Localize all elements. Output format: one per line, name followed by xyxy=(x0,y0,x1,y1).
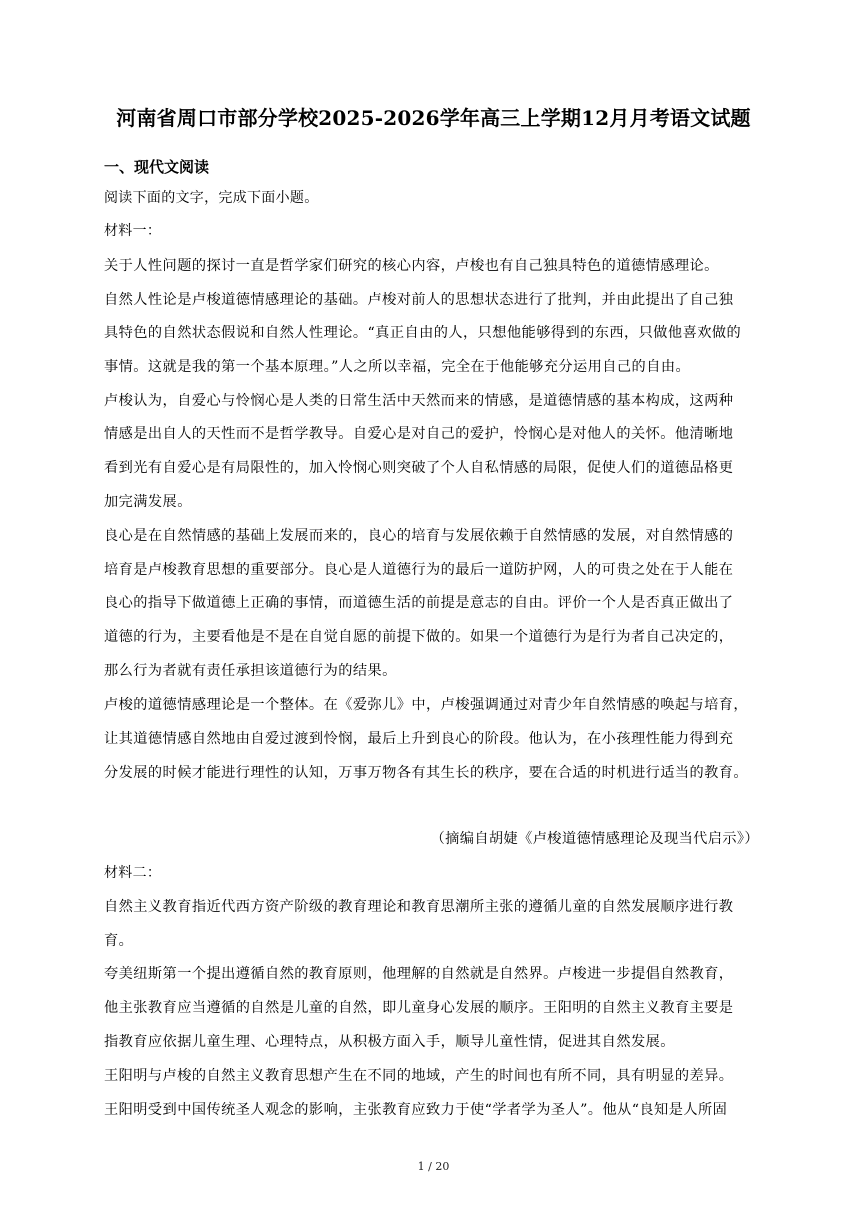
paragraph-line: 培育是卢梭教育思想的重要部分。良心是人道德行为的最后一道防护网，人的可贵之处在于人能在 xyxy=(104,562,734,578)
paragraph-line: 他主张教育应当遵循的自然是儿童的自然，即儿童身心发展的顺序。王阳明的自然主义教育主要是 xyxy=(104,1000,734,1016)
paragraph-line: 让其道德情感自然地由自爱过渡到怜悯，最后上升到良心的阶段。他认为，在小孩理性能力得到充 xyxy=(104,731,734,747)
paragraph-line: 良心的指导下做道德上正确的事情，而道德生活的前提是意志的自由。评价一个人是否真正做出了 xyxy=(104,595,734,611)
section-heading: 一、现代文阅读 xyxy=(104,158,210,176)
paragraph-line: 王阳明与卢梭的自然主义教育思想产生在不同的地域，产生的时间也有所不同，具有明显的差异。 xyxy=(104,1068,734,1084)
paragraph-line: 王阳明受到中国传统圣人观念的影响，主张教育应致力于使“学者学为圣人”。他从“良知是人所固 xyxy=(104,1102,728,1118)
paragraph-line: 指教育应依据儿童生理、心理特点，从积极方面入手，顺导儿童性情，促进其自然发展。 xyxy=(104,1034,675,1050)
paragraph-line: 道德的行为，主要看他是不是在自觉自愿的前提下做的。如果一个道德行为是行为者自己决定的， xyxy=(104,629,734,645)
paragraph-line: 情感是出自人的天性而不是哲学教导。自爱心是对自己的爱护，怜悯心是对他人的关怀。他清晰地 xyxy=(104,426,734,442)
paragraph-line: 看到光有自爱心是有局限性的，加入怜悯心则突破了个人自私情感的局限，促使人们的道德品格更 xyxy=(104,460,734,476)
paragraph-line: 良心是在自然情感的基础上发展而来的，良心的培育与发展依赖于自然情感的发展，对自然情感的 xyxy=(104,528,734,544)
paragraph-line: 加完满发展。 xyxy=(104,494,192,510)
paragraph-line: 事情。这就是我的第一个基本原理。”人之所以幸福，完全在于他能够充分运用自己的自由。 xyxy=(104,359,691,375)
paragraph-line: 那么行为者就有责任承担该道德行为的结果。 xyxy=(104,663,397,679)
paragraph-line: 卢梭的道德情感理论是一个整体。在《爱弥儿》中，卢梭强调通过对青少年自然情感的唤起与培育， xyxy=(104,697,749,713)
paragraph-line: 自然人性论是卢梭道德情感理论的基础。卢梭对前人的思想状态进行了批判，并由此提出了自己独 xyxy=(104,292,734,308)
paragraph-line: 具特色的自然状态假说和自然人性理论。“真正自由的人，只想他能够得到的东西，只做他喜欢做的 xyxy=(104,325,742,341)
source-citation: （摘编自胡婕《卢梭道德情感理论及现当代启示》） xyxy=(430,831,759,847)
paragraph-line: 分发展的时候才能进行理性的认知，万事万物各有其生长的秩序，要在合适的时机进行适当的教育。 xyxy=(104,765,749,781)
material-1-label: 材料一： xyxy=(104,223,162,239)
paragraph-line: 夸美纽斯第一个提出遵循自然的教育原则，他理解的自然就是自然界。卢梭进一步提倡自然教育， xyxy=(104,966,734,982)
material-2-label: 材料二： xyxy=(104,865,162,881)
page-number: 1 / 20 xyxy=(417,1160,450,1173)
instruction-text: 阅读下面的文字，完成下面小题。 xyxy=(104,190,319,206)
page-title: 河南省周口市部分学校2025-2026学年高三上学期12月月考语文试题 xyxy=(116,106,751,130)
paragraph-line: 关于人性问题的探讨一直是哲学家们研究的核心内容，卢梭也有自己独具特色的道德情感理论。 xyxy=(104,258,719,274)
paragraph-line: 育。 xyxy=(104,933,134,949)
paragraph-line: 卢梭认为，自爱心与怜悯心是人类的日常生活中天然而来的情感，是道德情感的基本构成，这两种 xyxy=(104,393,734,409)
paragraph-line: 自然主义教育指近代西方资产阶级的教育理论和教育思潮所主张的遵循儿童的自然发展顺序进行教 xyxy=(104,899,734,915)
